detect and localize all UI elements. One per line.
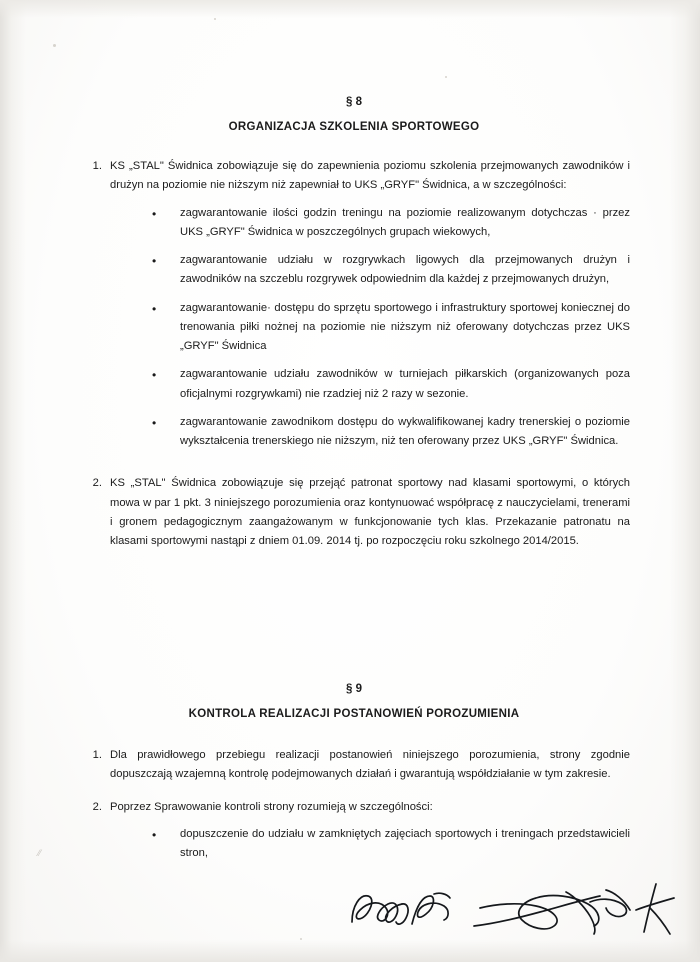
- item-marker: 2.: [92, 477, 102, 490]
- numbered-item: [78, 798, 630, 873]
- bullet-item: [140, 251, 630, 290]
- bullet-dot-icon: •: [152, 301, 157, 316]
- signature-center: [470, 882, 635, 940]
- item-text: Poprzez Sprawowanie kontroli strony rozumieją w szczególności:: [110, 800, 433, 813]
- item-marker: 2.: [92, 800, 102, 813]
- item-text: KS „STAL" Świdnica zobowiązuje się do zapewnienia poziomu szkolenia przejmowanych zawodników i drużyn na poziomie nie niższym niż zapewniał to UKS „GRYF" Świdnica, a w szczególności:: [110, 160, 630, 192]
- bullet-dot-icon: •: [152, 206, 157, 221]
- section-8: [78, 96, 630, 565]
- bullet-dot-icon: •: [152, 827, 157, 842]
- signature-area: [330, 880, 680, 958]
- numbered-item: [78, 474, 630, 551]
- section-9-number: § 9: [346, 683, 362, 695]
- bullet-text: zagwarantowanie zawodnikom dostępu do wykwalifikowanej kadry trenerskiej o poziomie wykształcenia trenerskiego nie niższym, niż ten oferowany przez UKS „GRYF" Świdnica.: [180, 415, 630, 448]
- item-marker: 1.: [92, 749, 102, 761]
- bullet-item: [140, 204, 630, 243]
- signature-left: [346, 886, 466, 938]
- numbered-item: [78, 746, 630, 785]
- section-9: [78, 683, 630, 876]
- bullet-item: [140, 299, 630, 357]
- section-8-number: § 8: [346, 96, 362, 108]
- bullet-item: [140, 413, 630, 452]
- bullet-dot-icon: •: [152, 368, 157, 383]
- section-9-title: KONTROLA REALIZACJI POSTANOWIEŃ POROZUMIENIA: [188, 708, 520, 720]
- bullet-item: [140, 825, 630, 864]
- item-marker: 1.: [92, 160, 102, 172]
- bullet-dot-icon: •: [152, 254, 157, 269]
- scan-corner-mark: ⁄⁄: [38, 848, 42, 858]
- section-8-list: [78, 157, 630, 552]
- bullet-text: zagwarantowanie ilości godzin treningu na poziomie realizowanym dotychczas · przez UKS „GRYF" Świdnica w poszczególnych grupach wiekowych,: [180, 206, 630, 238]
- bullet-text: zagwarantowanie udziału zawodników w turniejach piłkarskich (organizowanych poza oficjalnymi rozgrywkami) nie rzadziej niż 2 razy w sezonie.: [180, 368, 630, 400]
- bullet-text: zagwarantowanie· dostępu do sprzętu sportowego i infrastruktury sportowej koniecznej do trenowania piłki nożnej na poziomie nie niższym niż oferowany dotychczas przez UKS „GRYF" Świdnica: [180, 301, 630, 353]
- bullet-text: dopuszczenie do udziału w zamkniętych zajęciach sportowych i treningach przedstawicieli stron,: [180, 827, 630, 860]
- section-8-title: ORGANIZACJA SZKOLENIA SPORTOWEGO: [228, 121, 480, 133]
- numbered-item: [78, 157, 630, 460]
- item-text: KS „STAL" Świdnica zobowiązuje się przejąć patronat sportowy nad klasami sportowymi, o których mowa w par 1 pkt. 3 niniejszego porozumienia oraz kontynuować współpracę z nauczycielami, trenerami i gronem pedagogicznym zaangażowanym w funkcjonowanie tych klas. Przekazanie patronatu na klasami sportowymi nastąpi z dniem 01.09. 2014 tj. po rozpoczęciu roku szkolnego 2014/2015.: [110, 477, 630, 548]
- bullet-list: [110, 204, 630, 452]
- bullet-text: zagwarantowanie udziału w rozgrywkach ligowych dla przejmowanych drużyn i zawodników na szczeblu rozgrywek odpowiednim dla każdej z przejmowanych drużyn,: [180, 254, 630, 286]
- item-text: Dla prawidłowego przebiegu realizacji postanowień niniejszego porozumienia, strony zgodnie dopuszczają wzajemną kontrolę podejmowanych działań i gwarantują współdziałanie w tym zakresie.: [110, 749, 630, 781]
- signature-right: [630, 880, 680, 938]
- bullet-dot-icon: •: [152, 415, 157, 430]
- section-9-list: [78, 746, 630, 872]
- bullet-list: [110, 825, 630, 864]
- bullet-item: [140, 365, 630, 404]
